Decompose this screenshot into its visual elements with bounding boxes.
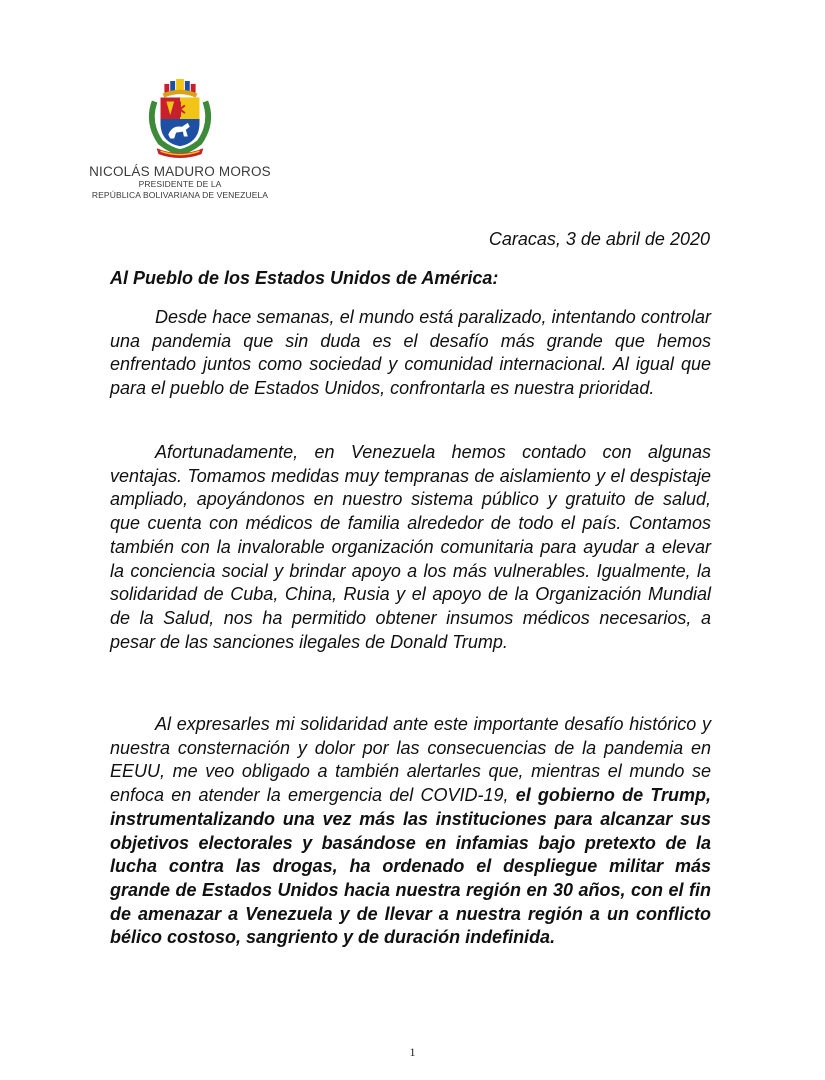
letterhead-title-line2: REPÚBLICA BOLIVARIANA DE VENEZUELA (91, 190, 269, 200)
paragraph-3-intro: Al expresarles mi solidaridad ante este importante desafío histórico y nuestra consternación y dolor por las consecuencias de la pandemia en EEUU, me veo obligado a también alertarles que, mientras el mundo se enfoca en atender la emergencia del COVID-19, (110, 714, 711, 806)
coat-of-arms-icon (141, 78, 219, 160)
paragraph-3 (110, 713, 711, 950)
letterhead-title-line1: PRESIDENTE DE LA (138, 179, 222, 189)
letterhead (62, 78, 298, 201)
letter-date: Caracas, 3 de abril de 2020 (488, 229, 710, 249)
page-number: 1 (409, 1045, 416, 1059)
letter-salutation: Al Pueblo de los Estados Unidos de América: (110, 268, 499, 288)
paragraph-2: Afortunadamente, en Venezuela hemos contado con algunas ventajas. Tomamos medidas muy tempranas de aislamiento y el despistaje ampliado, apoyándonos en nuestro sistema público y gratuito de salud, que cuenta con médicos de familia alrededor de todo el país. Contamos también con la invalorable organización comunitaria para ayudar a elevar la conciencia social y brindar apoyo a los más vulnerables. Igualmente, la solidaridad de Cuba, China, Rusia y el apoyo de la Organización Mundial de la Salud, nos ha permitido obtener insumos médicos necesarios, a pesar de las sanciones ilegales de Donald Trump. (110, 442, 711, 652)
paragraph-1: Desde hace semanas, el mundo está paralizado, intentando controlar una pandemia que sin duda es el desafío más grande que hemos enfrentado juntos como sociedad y comunidad internacional. Al igual que para el pueblo de Estados Unidos, confrontarla es nuestra prioridad. (110, 307, 711, 399)
letterhead-name: NICOLÁS MADURO MOROS (89, 164, 271, 179)
paragraph-3-bold: el gobierno de Trump, instrumentalizando una vez más las instituciones para alcanzar sus objetivos electorales y basándose en infamias bajo pretexto de la lucha contra las drogas, ha ordenado el despliegue militar más grande de Estados Unidos hacia nuestra región en 30 años, con el fin de amenazar a Venezuela y de llevar a nuestra región a un conflicto bélico costoso, sangriento y de duración indefinida. (110, 785, 711, 948)
